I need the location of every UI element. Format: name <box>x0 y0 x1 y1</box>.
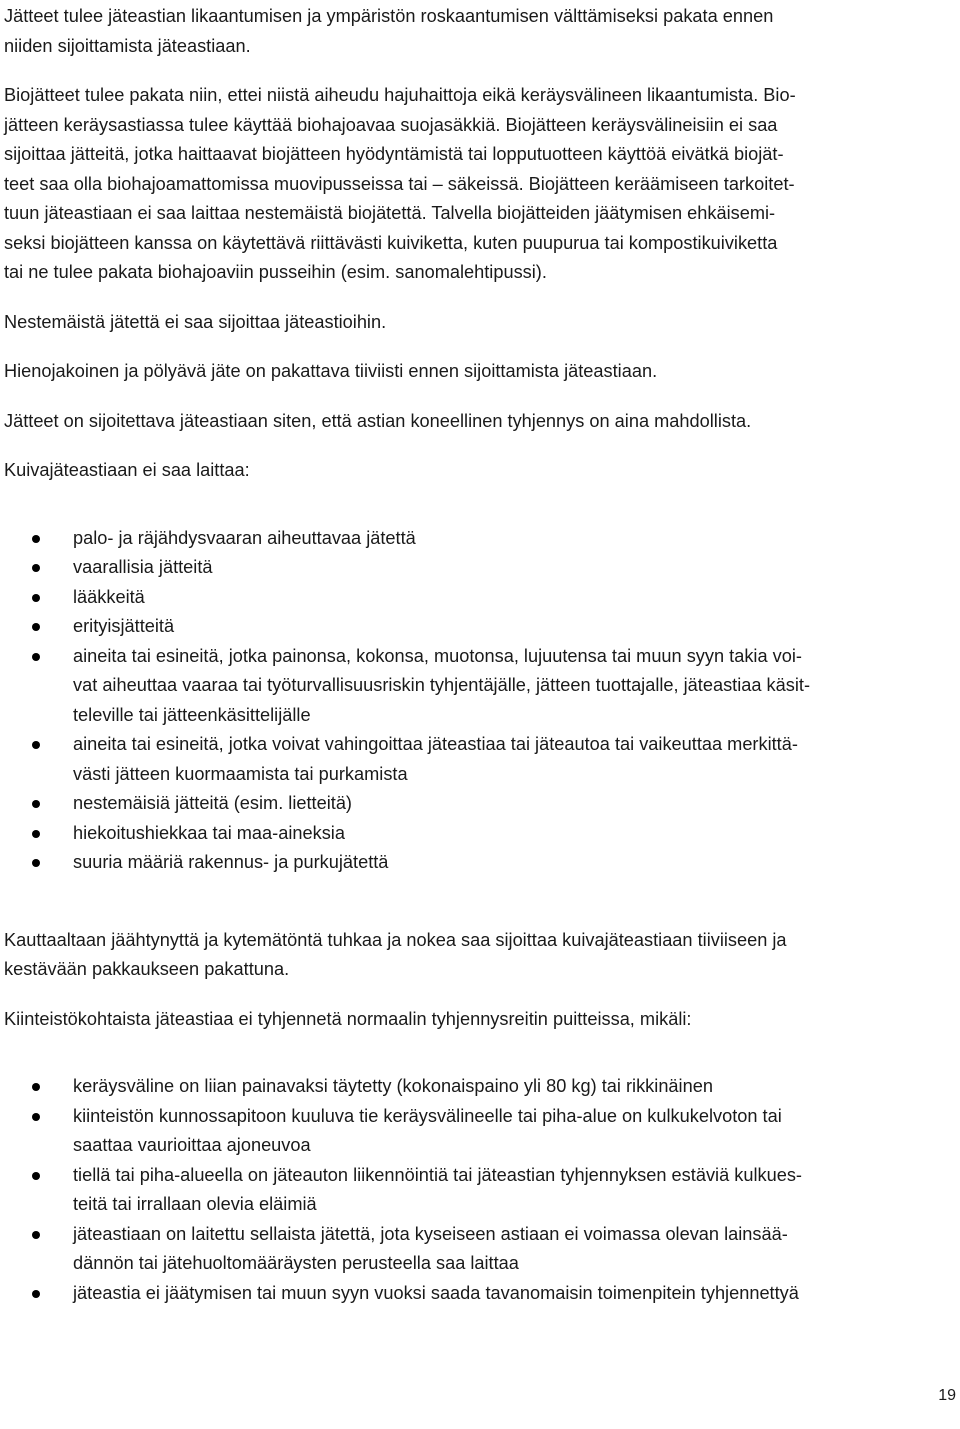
list-item <box>4 848 954 878</box>
text-line: nestemäisiä jätteitä (esim. lietteitä) <box>73 793 352 813</box>
paragraph-emptying: Jätteet on sijoitettava jäteastiaan siten, että astian koneellinen tyhjennys on aina mahdollista. <box>4 410 752 431</box>
text-line: seksi biojätteen kanssa on käytettävä riittävästi kuiviketta, kuten puupurua tai kompostikuiviketta <box>4 232 778 253</box>
text-line: Biojätteet tulee pakata niin, ettei niistä aiheudu hajuhaittoja eikä keräysvälineen likaantumista. Bio- <box>4 85 796 105</box>
paragraph-biowaste <box>4 81 954 288</box>
text-line: vat aiheuttaa vaaraa tai työturvallisuusriskin tyhjentäjälle, jätteen tuottajalle, jäteastiaa käsit- <box>73 675 811 695</box>
text-line: jätteen keräysastiassa tulee käyttää biohajoavaa suojasäkkiä. Biojätteen keräysvälineisiin ei saa <box>4 114 778 135</box>
list-item <box>4 730 954 789</box>
text-line: teet saa olla biohajoamattomissa muovipusseissa tai – säkeissä. Biojätteen keräämiseen tarkoitet- <box>4 173 795 194</box>
list-item <box>4 1279 954 1309</box>
text-line: sijoittaa jätteitä, jotka haittaavat biojätteen hyödyntämistä tai lopputuotteen käyttöä eivätkä biojät- <box>4 144 784 164</box>
text-line: erityisjätteitä <box>73 616 175 636</box>
text-line: palo- ja räjähdysvaaran aiheuttavaa jätettä <box>73 527 416 548</box>
text-line: suuria määriä rakennus- ja purkujätettä <box>73 852 389 872</box>
list-item <box>4 1072 954 1102</box>
paragraph-liquid-waste: Nestemäistä jätettä ei saa sijoittaa jäteastioihin. <box>4 311 387 332</box>
list-item <box>4 1102 954 1161</box>
collection-conditions-list <box>4 1072 954 1308</box>
text-line: kiinteistön kunnossapitoon kuuluva tie keräysvälineelle tai piha-alue on kulkukelvoton tai <box>73 1105 782 1126</box>
text-line: Jätteet tulee jäteastian likaantumisen ja ympäristön roskaantumisen välttämiseksi pakata ennen <box>4 6 774 26</box>
text-line: kestävään pakkaukseen pakattuna. <box>4 959 290 979</box>
list-item <box>4 524 954 554</box>
text-line: aineita tai esineitä, jotka voivat vahingoittaa jäteastiaa tai jäteautoa tai vaikeuttaa merkittä- <box>73 734 798 754</box>
list-item <box>4 1220 954 1279</box>
list-item <box>4 583 954 613</box>
text-line: lääkkeitä <box>73 586 145 607</box>
text-line: dännön tai jätehuoltomääräysten perusteella saa laittaa <box>73 1253 519 1273</box>
paragraph-dusty-waste: Hienojakoinen ja pölyävä jäte on pakattava tiiviisti ennen sijoittamista jäteastiaan. <box>4 361 658 381</box>
text-line: jäteastia ei jäätymisen tai muun syyn vuoksi saada tavanomaisin toimenpitein tyhjennettyä <box>73 1282 799 1303</box>
text-line: keräysväline on liian painavaksi täytetty (kokonaispaino yli 80 kg) tai rikkinäinen <box>73 1076 713 1096</box>
list-item <box>4 1161 954 1220</box>
text-line: tuun jäteastiaan ei saa laittaa nestemäistä biojätettä. Talvella biojätteiden jäätymisen ehkäisemi- <box>4 203 776 223</box>
list-item <box>4 612 954 642</box>
text-line: tai ne tulee pakata biohajoaviin pusseihin (esim. sanomalehtipussi). <box>4 262 547 282</box>
document-page <box>4 2 954 1308</box>
text-line: Kauttaaltaan jäähtynyttä ja kytemätöntä tuhkaa ja nokea saa sijoittaa kuivajäteastiaan tiiviiseen ja <box>4 929 787 950</box>
list-item <box>4 789 954 819</box>
text-line: hiekoitushiekkaa tai maa-aineksia <box>73 822 345 843</box>
text-line: teitä tai irrallaan olevia eläimiä <box>73 1194 317 1214</box>
list-item <box>4 553 954 583</box>
forbidden-items-list <box>4 524 954 878</box>
paragraph-ash <box>4 926 954 985</box>
text-line: jäteastiaan on laitettu sellaista jätettä, jota kyseiseen astiaan ei voimassa olevan lainsää- <box>73 1223 788 1244</box>
text-line: televille tai jätteenkäsittelijälle <box>73 704 311 725</box>
paragraph-dry-waste-heading: Kuivajäteastiaan ei saa laittaa: <box>4 460 250 480</box>
text-line: niiden sijoittamista jäteastiaan. <box>4 35 251 56</box>
list-item <box>4 642 954 731</box>
page-number: 19 <box>938 1387 956 1404</box>
text-line: saattaa vaurioittaa ajoneuvoa <box>73 1135 311 1155</box>
list-item <box>4 819 954 849</box>
paragraph-collection-heading: Kiinteistökohtaista jäteastiaa ei tyhjennetä normaalin tyhjennysreitin puitteissa, mikäli: <box>4 1008 692 1029</box>
text-line: aineita tai esineitä, jotka painonsa, kokonsa, muotonsa, lujuutensa tai muun syyn takia voi- <box>73 645 802 666</box>
paragraph-packing-general <box>4 2 954 61</box>
text-line: vaarallisia jätteitä <box>73 557 213 577</box>
text-line: tiellä tai piha-alueella on jäteauton liikennöintiä tai jäteastian tyhjennyksen estäviä kulkues- <box>73 1164 802 1185</box>
text-line: västi jätteen kuormaamista tai purkamista <box>73 763 408 784</box>
